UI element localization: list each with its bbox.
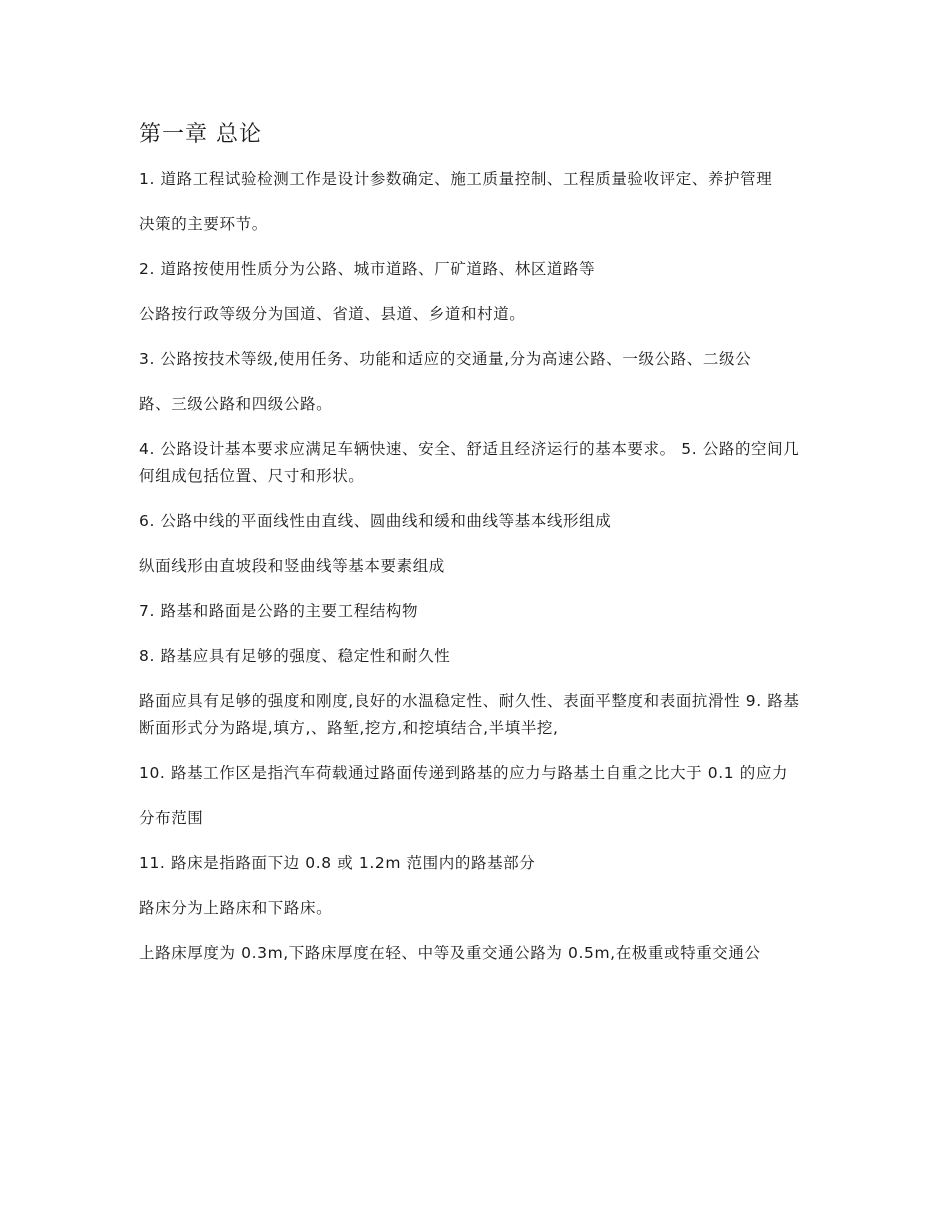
paragraph-8: 6. 公路中线的平面线性由直线、圆曲线和缓和曲线等基本线形组成 bbox=[139, 512, 612, 530]
paragraph-4: 公路按行政等级分为国道、省道、县道、乡道和村道。 bbox=[139, 305, 526, 323]
paragraph-11: 8. 路基应具有足够的强度、稳定性和耐久性 bbox=[139, 647, 451, 665]
paragraph-2: 决策的主要环节。 bbox=[139, 215, 268, 233]
paragraph-17: 上路床厚度为 0.3m,下路床厚度在轻、中等及重交通公路为 0.5m,在极重或特重交通公 bbox=[139, 944, 761, 962]
paragraph-10: 7. 路基和路面是公路的主要工程结构物 bbox=[139, 602, 419, 620]
chapter-title: 第一章 总论 bbox=[139, 122, 262, 147]
paragraph-14: 分布范围 bbox=[139, 809, 204, 827]
paragraph-16: 路床分为上路床和下路床。 bbox=[139, 899, 333, 917]
paragraph-15: 11. 路床是指路面下边 0.8 或 1.2m 范围内的路基部分 bbox=[139, 854, 536, 872]
paragraph-5: 3. 公路按技术等级,使用任务、功能和适应的交通量,分为高速公路、一级公路、二级公 bbox=[139, 350, 752, 368]
paragraph-6: 路、三级公路和四级公路。 bbox=[139, 395, 333, 413]
paragraph-1: 1. 道路工程试验检测工作是设计参数确定、施工质量控制、工程质量验收评定、养护管理 bbox=[139, 170, 773, 188]
paragraph-12: 路面应具有足够的强度和刚度,良好的水温稳定性、耐久性、表面平整度和表面抗滑性 9. 路基断面形式分为路堤,填方,、路堑,挖方,和挖填结合,半填半挖, bbox=[139, 692, 800, 737]
paragraph-9: 纵面线形由直坡段和竖曲线等基本要素组成 bbox=[139, 557, 445, 575]
paragraph-13: 10. 路基工作区是指汽车荷载通过路面传递到路基的应力与路基土自重之比大于 0.1 的应力 bbox=[139, 764, 789, 782]
document-body bbox=[139, 118, 811, 985]
paragraph-7: 4. 公路设计基本要求应满足车辆快速、安全、舒适且经济运行的基本要求。 5. 公路的空间几何组成包括位置、尺寸和形状。 bbox=[139, 440, 800, 485]
paragraph-3: 2. 道路按使用性质分为公路、城市道路、厂矿道路、林区道路等 bbox=[139, 260, 596, 278]
